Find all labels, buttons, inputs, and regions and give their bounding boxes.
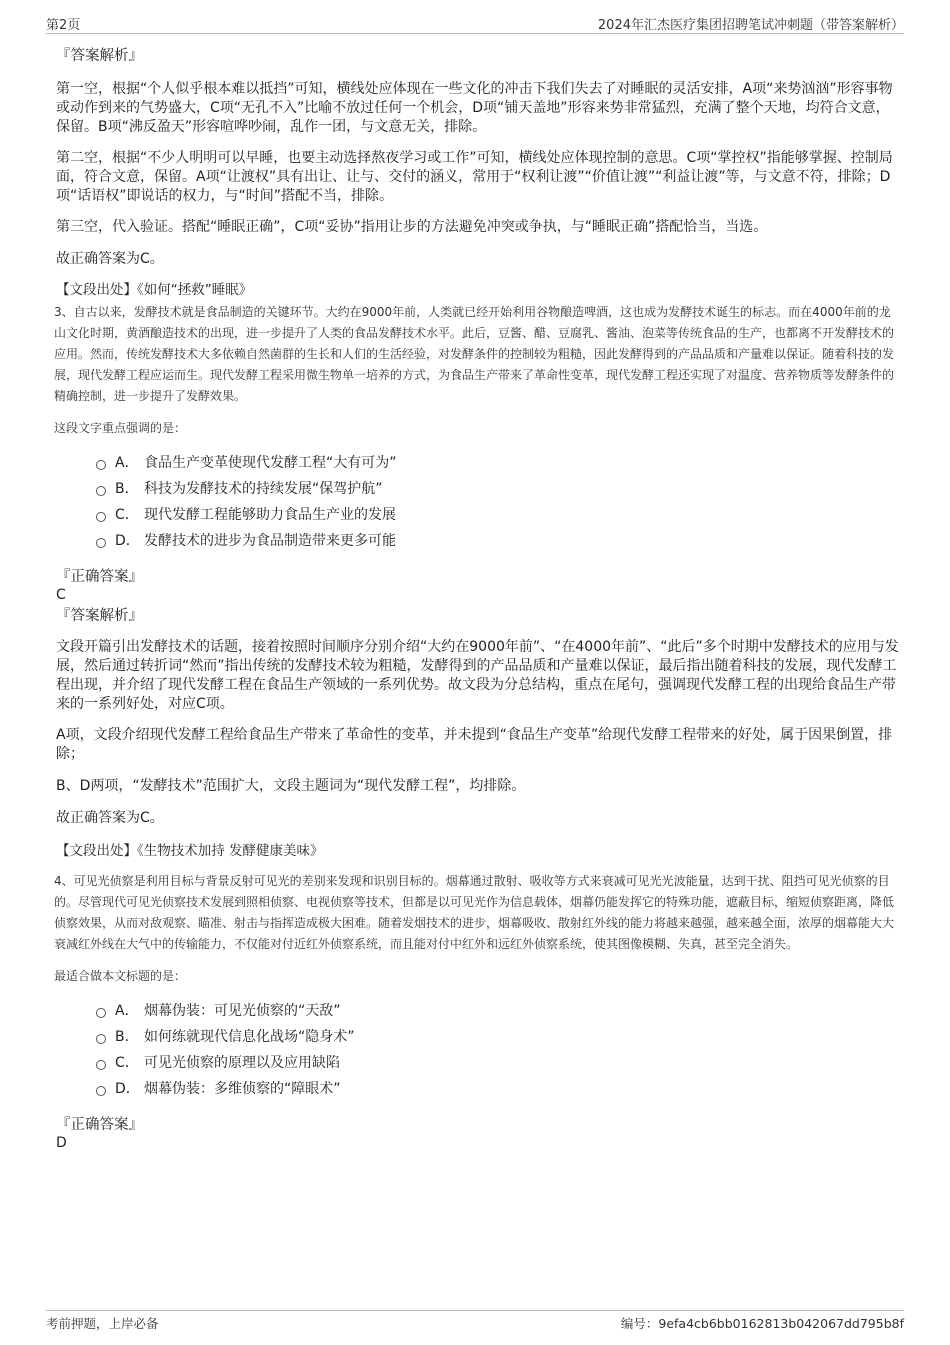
option-letter: D． [115, 533, 140, 549]
radio-button-icon[interactable] [96, 460, 106, 470]
q4-option-b[interactable] [56, 1024, 902, 1050]
q3-analysis-mark: 『答案解析』 [56, 608, 143, 624]
q2-analysis-para-2: 第二空，根据“不少人明明可以早睡，也要主动选择熬夜学习或工作”可知，横线处应体现控制的意思。C项“掌控权”指能够掌握、控制局面，符合文意，保留。A项“让渡权”具有出让、让与、交付的涵义，常用于“权利让渡”“价值让渡”“利益让渡”等，与文意不符，排除；D项“话语权”即说话的权力，与“时间”搭配不当，排除。 [56, 150, 893, 204]
radio-button-icon[interactable] [96, 1008, 106, 1018]
q3-conclusion: 故正确答案为C。 [56, 810, 164, 826]
page-content [56, 46, 902, 1152]
radio-button-icon[interactable] [96, 512, 106, 522]
q4-option-d[interactable] [56, 1076, 902, 1102]
option-letter: A． [115, 455, 139, 471]
q3-option-c[interactable] [56, 502, 902, 528]
q2-analysis-para-1: 第一空，根据“个人似乎根本难以抵挡”可知，横线处应体现在一些文化的冲击下我们失去了对睡眠的灵活安排，A项“来势汹汹”形容事物或动作到来的气势盛大，C项“无孔不入”比喻不放过任何一个机会，D项“铺天盖地”形容来势非常猛烈，充满了整个天地，均符合文意，保留。B项“沸反盈天”形容喧哗吵闹，乱作一团，与文意无关，排除。 [56, 81, 893, 135]
q3-options [56, 450, 902, 554]
q3-option-d[interactable] [56, 528, 902, 554]
radio-button-icon[interactable] [96, 1060, 106, 1070]
option-letter: B． [115, 481, 139, 497]
option-letter: A． [115, 1003, 139, 1019]
q4-answer: D [56, 1135, 67, 1151]
q4-question: 最适合做本文标题的是： [54, 969, 187, 983]
q2-conclusion: 故正确答案为C。 [56, 251, 164, 267]
radio-button-icon[interactable] [96, 538, 106, 548]
q3-analysis-para-3: B、D两项，“发酵技术”范围扩大，文段主题词为“现代发酵工程”，均排除。 [56, 778, 526, 794]
footer-slogan: 考前押题，上岸必备 [46, 1316, 159, 1331]
radio-button-icon[interactable] [96, 1086, 106, 1096]
option-letter: D． [115, 1081, 140, 1097]
q3-stem: 3、自古以来，发酵技术就是食品制造的关键环节。大约在9000年前，人类就已经开始利用谷物酿造啤酒，这也成为发酵技术诞生的标志。而在4000年前的龙山文化时期，黄酒酿造技术的出现，进一步提升了人类的食品发酵技术水平。此后，豆酱、醋、豆腐乳、酱油、泡菜等传统食品的生产，也都离不开发酵技术的应用。然而，传统发酵技术大多依赖自然菌群的生长和人们的生活经验，对发酵条件的控制较为粗糙，因此发酵得到的产品品质和产量难以保证。随着科技的发展，现代发酵工程应运而生。现代发酵工程采用微生物单一培养的方式，为食品生产带来了革命性变革，现代发酵工程还实现了对温度、营养物质等发酵条件的精确控制，进一步提升了发酵效果。 [54, 305, 895, 403]
q2-analysis-mark: 『答案解析』 [56, 48, 143, 64]
radio-button-icon[interactable] [96, 1034, 106, 1044]
option-text: 现代发酵工程能够助力食品生产业的发展 [144, 507, 396, 523]
option-text: 如何练就现代信息化战场“隐身术” [144, 1029, 355, 1045]
q4-options [56, 998, 902, 1102]
option-text: 可见光侦察的原理以及应用缺陷 [144, 1055, 340, 1071]
option-letter: C． [115, 507, 139, 523]
page-header [46, 13, 904, 34]
page-number: 第2页 [46, 18, 81, 33]
q2-source: 【文段出处】《如何“拯救”睡眠》 [56, 282, 253, 298]
option-text: 烟幕伪装：可见光侦察的“天敌” [144, 1003, 341, 1019]
q3-question: 这段文字重点强调的是： [54, 421, 187, 435]
q3-source: 【文段出处】《生物技术加持 发酵健康美味》 [56, 843, 324, 859]
option-text: 烟幕伪装：多维侦察的“障眼术” [144, 1081, 341, 1097]
q3-answer-mark: 『正确答案』 [56, 569, 143, 585]
document-id: 编号：9efa4cb6bb0162813b042067dd795b8f [620, 1316, 904, 1331]
page-footer [46, 1310, 904, 1333]
q3-analysis-para-1: 文段开篇引出发酵技术的话题，接着按照时间顺序分别介绍“大约在9000年前”、“在4000年前”、“此后”多个时期中发酵技术的应用与发展，然后通过转折词“然而”指出传统的发酵技术较为粗糙，发酵得到的产品品质和产量难以保证，最后指出随着科技的发展，现代发酵工程出现，并介绍了现代发酵工程在食品生产领域的一系列优势。故文段为分总结构，重点在尾句，强调现代发酵工程的出现给食品生产带来的一系列好处，对应C项。 [56, 639, 899, 712]
q3-analysis-para-2: A项，文段介绍现代发酵工程给食品生产带来了革命性的变革，并未提到“食品生产变革”给现代发酵工程带来的好处，属于因果倒置，排除； [56, 727, 893, 762]
radio-button-icon[interactable] [96, 486, 106, 496]
option-letter: B． [115, 1029, 139, 1045]
q4-stem: 4、可见光侦察是利用目标与背景反射可见光的差别来发现和识别目标的。烟幕通过散射、吸收等方式来衰减可见光光波能量，达到干扰、阻挡可见光侦察的目的。尽管现代可见光侦察技术发展到照相侦察、电视侦察等技术，但都是以可见光作为信息载体，烟幕仍能发挥它的特殊功能，遮蔽目标，缩短侦察距离，降低侦察效果，从而对敌观察、瞄准、射击与指挥造成极大困难。随着发烟技术的进步，烟幕吸收、散射红外线的能力将越来越强，越来越全面，浓厚的烟幕能大大衰减红外线在大气中的传输能力，不仅能对付近红外侦察系统，而且能对付中红外和远红外侦察系统，使其图像模糊、失真，甚至完全消失。 [54, 874, 895, 951]
q3-option-a[interactable] [56, 450, 902, 476]
document-title: 2024年汇杰医疗集团招聘笔试冲刺题（带答案解析） [597, 18, 904, 33]
q4-option-a[interactable] [56, 998, 902, 1024]
option-text: 食品生产变革使现代发酵工程“大有可为” [144, 455, 397, 471]
option-text: 发酵技术的进步为食品制造带来更多可能 [144, 533, 396, 549]
q4-option-c[interactable] [56, 1050, 902, 1076]
option-letter: C． [115, 1055, 139, 1071]
q3-option-b[interactable] [56, 476, 902, 502]
option-text: 科技为发酵技术的持续发展“保驾护航” [144, 481, 383, 497]
q3-answer: C [56, 587, 66, 603]
q2-analysis-para-3: 第三空，代入验证。搭配“睡眠正确”，C项“妥协”指用让步的方法避免冲突或争执，与“睡眠正确”搭配恰当，当选。 [56, 219, 768, 235]
q4-answer-mark: 『正确答案』 [56, 1117, 143, 1133]
